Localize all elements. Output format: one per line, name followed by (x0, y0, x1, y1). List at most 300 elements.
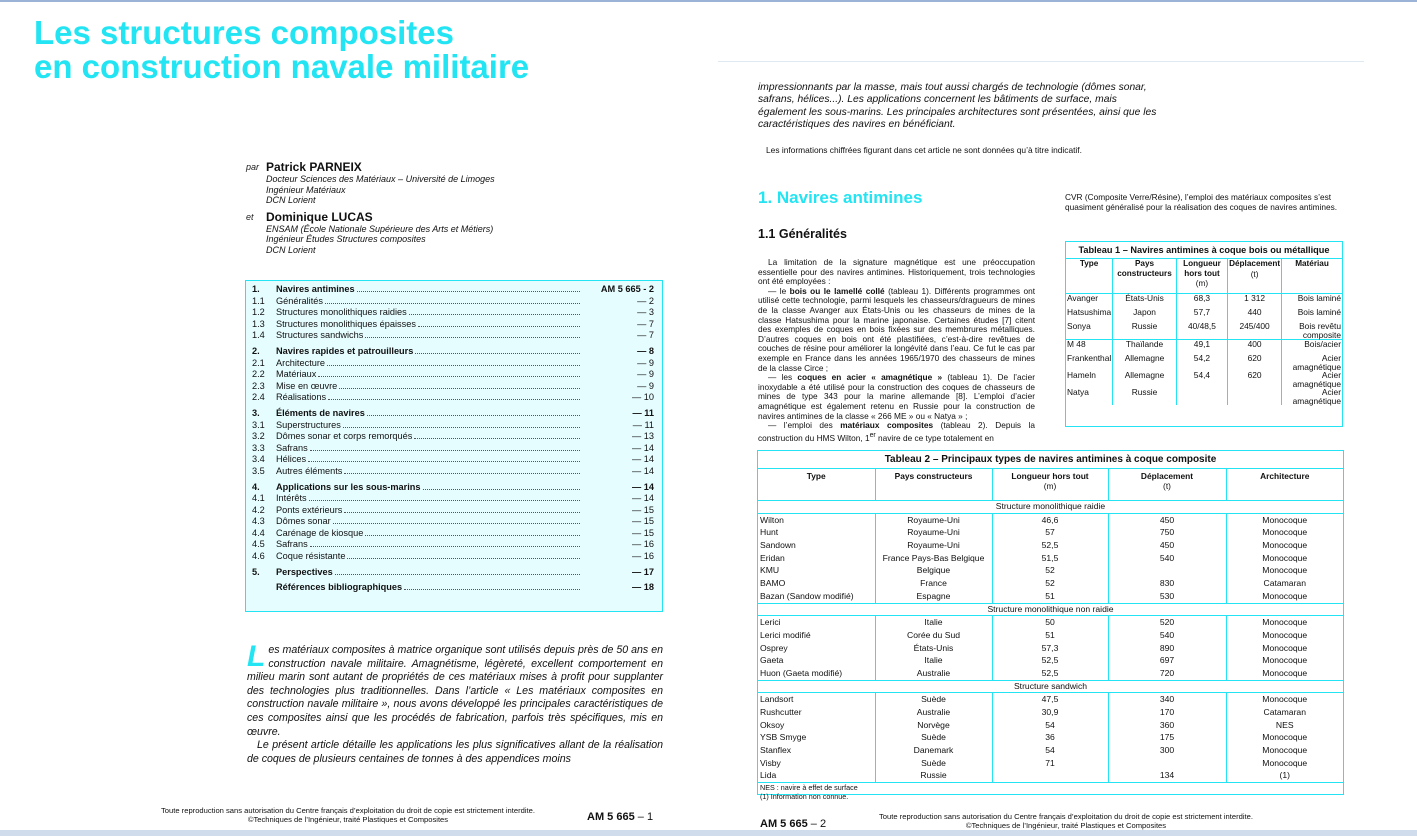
table-cell: Thaïlande (1113, 340, 1177, 355)
author-prefix: par (246, 162, 260, 172)
table-cell: 51,5 (992, 552, 1108, 565)
toc-page: — 14 (632, 481, 654, 492)
toc-number: 1.3 (252, 318, 265, 329)
toc-number: 4.2 (252, 504, 265, 515)
table-footnotes (758, 783, 1343, 804)
toc-title: Matériaux (276, 369, 317, 380)
table-cell: 540 (1108, 552, 1226, 565)
table-cell: Catamaran (1226, 706, 1343, 719)
table-2-header (1226, 469, 1343, 501)
table-cell: Australie (875, 706, 992, 719)
table-cell: 620 (1228, 371, 1282, 388)
toc-number: 1.1 (252, 295, 265, 306)
table-cell: 52,5 (992, 539, 1108, 552)
toc-entry (252, 408, 654, 420)
toc-leader-dots (344, 512, 580, 513)
table-2-header (875, 469, 992, 501)
table-group-row (758, 680, 1343, 693)
table-cell: Monocoque (1226, 526, 1343, 539)
table-2-header (1108, 469, 1226, 501)
table-cell: Lerici (760, 617, 781, 628)
toc-page: — 9 (637, 357, 654, 368)
table-cell: 57,3 (992, 642, 1108, 655)
toc-page: — 11 (632, 407, 654, 418)
toc-title: Dômes sonar et corps remorqués (276, 431, 413, 442)
header-label: Déplacement (1229, 259, 1281, 268)
table-cell: BAMO (760, 578, 786, 589)
table-cell: Monocoque (1226, 693, 1343, 706)
toc-page: — 15 (632, 504, 654, 515)
table-cell (1108, 564, 1226, 577)
table-cell: 51 (992, 629, 1108, 642)
table-row (1066, 388, 1342, 405)
toc-title: Structures monolithiques épaisses (276, 318, 416, 329)
p2-lead: — le (768, 285, 790, 296)
author-name: Patrick PARNEIX (266, 160, 362, 174)
table-cell: Espagne (875, 590, 992, 603)
p4-end: navire de ce type totalement en (875, 432, 994, 443)
table-row (758, 577, 1343, 590)
author-block (246, 210, 666, 256)
toc-leader-dots (328, 399, 580, 400)
header-label: Type (1079, 259, 1099, 268)
toc-title: Structures monolithiques raidies (276, 307, 407, 318)
toc-entry (252, 369, 654, 381)
table-cell: 175 (1108, 731, 1226, 744)
table-row (758, 667, 1343, 680)
table-cell: 830 (1108, 577, 1226, 590)
toc-leader-dots (365, 337, 580, 338)
toc-page: — 14 (632, 442, 654, 453)
toc-page: — 7 (637, 330, 654, 341)
table-row (758, 744, 1343, 757)
footer-line-1: Toute reproduction sans autorisation du Centre français d’exploitation du droit de copie est strictement interdite. (161, 806, 535, 815)
table-cell: Hunt (760, 527, 779, 538)
author-affiliation: Ingénieur Matériaux (266, 184, 346, 195)
table-cell: KMU (760, 565, 780, 576)
toc-leader-dots (365, 535, 580, 536)
toc-entry (252, 420, 654, 432)
table-row (1066, 371, 1342, 388)
toc-entry (252, 454, 654, 466)
title-line-1: Les structures composites (34, 14, 454, 51)
page-ref: AM 5 665 (587, 811, 635, 823)
table-row (758, 654, 1343, 667)
table-cell: Monocoque (1226, 590, 1343, 603)
table-cell: Monocoque (1226, 616, 1343, 629)
toc-title: Dômes sonar (276, 516, 331, 527)
table-row (758, 616, 1343, 629)
table-2 (757, 450, 1344, 801)
table-2-grid (758, 469, 1343, 803)
table-1-header (1228, 259, 1282, 294)
toc-entry (252, 493, 654, 505)
toc-entry (252, 582, 654, 594)
toc-title: Hélices (276, 454, 307, 465)
toc-number: 2.1 (252, 357, 265, 368)
table-cell: Oksoy (760, 719, 785, 730)
author-affiliation: Ingénieur Études Structures composites (266, 234, 426, 244)
table-1-caption: Tableau 1 – Navires antimines à coque bois ou métallique (1066, 242, 1342, 259)
footer-line-2: ©Techniques de l’Ingénieur, traité Plastiques et Composites (965, 821, 1167, 830)
table-cell: 530 (1108, 590, 1226, 603)
table-cell: Danemark (875, 744, 992, 757)
toc-number: 4.3 (252, 516, 265, 527)
table-cell: Hameln (1067, 370, 1096, 380)
toc-page: — 9 (637, 369, 654, 380)
section-heading-1-1: 1.1 Généralités (758, 227, 847, 241)
author-affiliation: DCN Lorient (266, 195, 316, 205)
toc-title: Perspectives (276, 566, 333, 577)
toc-title: Architecture (276, 357, 326, 368)
toc-title: Navires rapides et patrouilleurs (276, 345, 414, 356)
toc-number: 2.2 (252, 369, 265, 380)
table-cell: Wilton (760, 514, 784, 525)
toc-page: — 3 (637, 307, 654, 318)
toc-page: — 13 (632, 431, 654, 442)
table-cell: États-Unis (1113, 294, 1177, 309)
toc-leader-dots (367, 415, 580, 416)
table-cell: M 48 (1066, 340, 1113, 355)
toc-leader-dots (333, 523, 580, 524)
table-cell: Australie (875, 667, 992, 680)
toc-number: 2.4 (252, 392, 265, 403)
article-title (34, 16, 529, 84)
toc-entry (252, 443, 654, 455)
table-cell: 520 (1108, 616, 1226, 629)
table-2-header (992, 469, 1108, 501)
toc-title: Réalisations (276, 392, 327, 403)
toc-number: 3. (252, 407, 260, 418)
page-left (0, 2, 716, 830)
toc-entry (252, 466, 654, 478)
toc-entry (252, 284, 654, 296)
table-row (1066, 354, 1342, 371)
toc-number: 3.2 (252, 431, 265, 442)
toc-page: — 8 (637, 345, 654, 356)
p2-bold: bois ou le lamellé collé (789, 285, 885, 296)
table-cell (1176, 388, 1227, 405)
toc-title: Applications sur les sous-marins (276, 481, 421, 492)
toc-title: Généralités (276, 295, 323, 306)
group-title: Structure sandwich (758, 680, 1343, 693)
table-row (758, 564, 1343, 577)
table-cell: Acier amagnétique (1282, 354, 1342, 371)
table-cell: Russie (1113, 388, 1177, 405)
table-row (758, 513, 1343, 526)
group-title: Structure monolithique non raidie (758, 603, 1343, 616)
table-cell: 697 (1108, 654, 1226, 667)
table-cell: (1) (1226, 769, 1343, 782)
header-label: Déplacement (1140, 471, 1194, 481)
p3-lead: — les (768, 372, 798, 383)
page-no: – 1 (637, 811, 654, 823)
footer-line-1: Toute reproduction sans autorisation du Centre français d’exploitation du droit de copie est strictement interdite. (879, 812, 1253, 821)
header-unit: (t) (1250, 269, 1259, 279)
abstract-paragraph-1: es matériaux composites à matrice organique sont utilisés depuis près de 50 ans en construction navale militaire. Amagnétisme, légèreté, excellent comportement en milieu marin sont autant de propriétés de ces matériaux mises à profit pour supplanter des technologies plus traditionnelles. Dans l’article « Les matériaux composites en construction navale militaire », nous avons développé les principales caractéristiques de ces composites ainsi que les procédés de fabrication, parfois très spécifiques, mis en œuvre. (247, 644, 663, 738)
table-cell: 30,9 (992, 706, 1108, 719)
table-cell: 360 (1108, 719, 1226, 732)
footnote: NES : navire à effet de surface (760, 783, 858, 793)
toc-leader-dots (309, 500, 580, 501)
table-row (758, 693, 1343, 706)
table-cell: Catamaran (1226, 577, 1343, 590)
header-label: Longueur hors tout (1011, 471, 1089, 481)
table-row (1066, 322, 1342, 340)
body-text-generalites (758, 258, 1035, 443)
toc-title: Mise en œuvre (276, 380, 338, 391)
toc-page: AM 5 665 - 2 (600, 284, 654, 294)
cvr-paragraph: CVR (Composite Verre/Résine), l’emploi des matériaux composites s’est quasiment généralisé pour la réalisation des coques de navires antimines. (1065, 192, 1338, 212)
table-cell: 54,2 (1176, 354, 1227, 371)
toc-title: Références bibliographiques (276, 582, 403, 593)
table-cell: 52,5 (992, 667, 1108, 680)
toc-leader-dots (327, 365, 580, 366)
page-number-left (587, 811, 653, 823)
table-cell: Allemagne (1113, 354, 1177, 371)
table-row (758, 526, 1343, 539)
header-label: Matériau (1295, 259, 1329, 268)
toc-page: — 17 (632, 566, 654, 577)
table-cell: 50 (992, 616, 1108, 629)
table-cell: Huon (Gaeta modifié) (760, 667, 843, 678)
header-unit: (m) (1195, 279, 1209, 288)
table-cell: Norvège (875, 719, 992, 732)
toc-leader-dots (310, 546, 580, 547)
toc-leader-dots (404, 589, 580, 590)
toc-leader-dots (308, 461, 580, 462)
author-affiliation: DCN Lorient (266, 244, 316, 255)
toc-entry (252, 330, 654, 342)
toc-number: 4.4 (252, 527, 265, 538)
paragraph-3 (758, 373, 1035, 421)
page-no: – 2 (810, 818, 827, 830)
table-cell: 340 (1108, 693, 1226, 706)
authors-block (246, 160, 666, 259)
toc-page: — 14 (632, 493, 654, 504)
table-cell: France (875, 577, 992, 590)
p4-bold: matériaux composites (840, 420, 934, 431)
toc-entry (252, 431, 654, 443)
table-cell: Lida (760, 770, 777, 781)
author-affiliation: Docteur Sciences des Matériaux – Université de Limoges (266, 174, 495, 184)
toc-title: Structures sandwichs (276, 330, 364, 341)
page-right (716, 2, 1417, 830)
table-cell: 620 (1228, 354, 1282, 371)
table-cell: Stanflex (760, 745, 792, 756)
table-cell (992, 769, 1108, 782)
table-row (758, 706, 1343, 719)
table-cell: Italie (875, 616, 992, 629)
toc-number: 3.3 (252, 442, 265, 453)
table-cell: Monocoque (1226, 564, 1343, 577)
toc-leader-dots (310, 450, 580, 451)
table-cell: Rushcutter (760, 706, 802, 717)
table-cell: 245/400 (1228, 322, 1282, 340)
table-cell: 49,1 (1176, 340, 1227, 355)
table-row (758, 642, 1343, 655)
toc-page: — 9 (637, 380, 654, 391)
table-cell: 720 (1108, 667, 1226, 680)
table-cell: Suède (875, 693, 992, 706)
p4-sup: er (869, 431, 876, 439)
table-cell: 54 (992, 719, 1108, 732)
table-cell: 400 (1228, 340, 1282, 355)
toc-entry (252, 296, 654, 308)
table-cell: NES (1226, 719, 1343, 732)
table-cell: 890 (1108, 642, 1226, 655)
table-cell: Royaume-Uni (875, 526, 992, 539)
author-affiliation: ENSAM (École Nationale Supérieure des Arts et Métiers) (266, 223, 494, 234)
toc-page: — 14 (632, 454, 654, 465)
table-cell: 134 (1108, 769, 1226, 782)
table-cell: 71 (992, 757, 1108, 770)
toc-entry (252, 319, 654, 331)
title-line-2: en construction navale militaire (34, 48, 530, 85)
table-cell: 68,3 (1176, 294, 1227, 309)
table-cell: Allemagne (1113, 371, 1177, 388)
table-cell: Sandown (760, 540, 796, 550)
toc-entry (252, 358, 654, 370)
p4-rest: (tableau 2). Depuis la construction du HMS Wilton, 1 (758, 420, 1036, 443)
intro-continued: impressionnants par la masse, mais tout aussi chargés de technologie (dômes sonar, safrans, hélices...). Les applications concernent les bâtiments de surface, mais également les sous-marins. Les principales architectures sont présentées, ainsi que les caractéristiques des navires en bénéficiant. (758, 82, 1157, 131)
toc-leader-dots (414, 438, 580, 439)
toc-leader-dots (347, 558, 580, 559)
table-1-header (1176, 259, 1227, 294)
table-cell: Eridan (760, 552, 785, 563)
toc-number: 1.4 (252, 330, 265, 341)
table-cell (1108, 757, 1226, 770)
toc-entry (252, 482, 654, 494)
toc-leader-dots (357, 291, 580, 292)
table-cell: 52,5 (992, 654, 1108, 667)
toc-page: — 15 (632, 527, 654, 538)
toc-entry (252, 346, 654, 358)
table-cell: 1 312 (1228, 294, 1282, 309)
table-cell: 450 (1108, 513, 1226, 526)
header-unit: (m) (1043, 481, 1057, 491)
toc-number: 3.1 (252, 419, 265, 430)
abstract-paragraph-2: Le présent article détaille les applications les plus significatives allant de la réalisation de coques de plusieurs centaines de tonnes à des appendices moins (247, 739, 663, 765)
toc-number: 2. (252, 345, 260, 356)
table-2-header (758, 469, 875, 501)
table-cell: YSB Smyge (760, 732, 807, 743)
toc-page: — 15 (632, 516, 654, 527)
toc-number: 2.3 (252, 380, 265, 391)
table-cell: Frankenthal (1067, 353, 1112, 363)
table-cell: Natya (1067, 387, 1089, 397)
toc-leader-dots (325, 303, 580, 304)
toc-leader-dots (343, 427, 580, 428)
toc-title: Superstructures (276, 419, 341, 430)
toc-number: 3.4 (252, 454, 265, 465)
footnote: (1) Information non connue. (760, 791, 849, 801)
table-cell: Bois/acier (1282, 340, 1342, 355)
table-cell: 36 (992, 731, 1108, 744)
table-row (758, 757, 1343, 770)
toc-entry (252, 505, 654, 517)
header-rule (718, 61, 1364, 62)
table-cell: Visby (760, 757, 781, 768)
table-cell: Acier amagnétique (1282, 371, 1342, 388)
table-row (758, 590, 1343, 603)
table-cell: 54,4 (1176, 371, 1227, 388)
toc-number: 4. (252, 481, 260, 492)
table-footnote-row (758, 783, 1343, 804)
toc-title: Carénage de kiosque (276, 527, 364, 538)
window-bottom-border (0, 830, 1417, 836)
table-cell: Sonya (1067, 321, 1091, 331)
header-label: Type (806, 471, 826, 481)
table-cell: 52 (992, 577, 1108, 590)
toc-entry (252, 516, 654, 528)
table-cell: Monocoque (1226, 744, 1343, 757)
table-row (758, 731, 1343, 744)
table-row (1066, 308, 1342, 322)
table-cell: Italie (875, 654, 992, 667)
abstract (247, 640, 663, 766)
table-1-header (1113, 259, 1177, 294)
toc-page: — 16 (632, 551, 654, 562)
toc-entry (252, 381, 654, 393)
p4-lead: — l’emploi des (768, 420, 841, 431)
table-cell: 46,6 (992, 513, 1108, 526)
paragraph-4 (758, 421, 1035, 443)
header-label: Pays constructeurs (894, 471, 973, 481)
table-row (1066, 294, 1342, 309)
table-group-row (758, 603, 1343, 616)
toc-leader-dots (423, 489, 581, 490)
table-row (758, 719, 1343, 732)
table-row (758, 629, 1343, 642)
indicative-note: Les informations chiffrées figurant dans cet article ne sont données qu’à titre indicatif. (766, 145, 1082, 155)
toc-leader-dots (415, 353, 580, 354)
toc-leader-dots (418, 326, 580, 327)
toc-title: Intérêts (276, 493, 307, 504)
table-1 (1065, 241, 1343, 427)
page-ref: AM 5 665 (760, 818, 808, 830)
table-2-caption: Tableau 2 – Principaux types de navires antimines à coque composite (758, 451, 1343, 469)
toc-number: 4.6 (252, 551, 265, 562)
toc-entry (252, 528, 654, 540)
toc-title: Coque résistante (276, 551, 346, 562)
toc-number: 4.1 (252, 493, 265, 504)
toc-leader-dots (344, 473, 580, 474)
toc-page: — 16 (632, 539, 654, 550)
table-cell: 540 (1108, 629, 1226, 642)
paragraph-2 (758, 287, 1035, 373)
header-label: Pays constructeurs (1117, 259, 1172, 278)
toc-page: — 7 (637, 318, 654, 329)
author-prefix: et (246, 211, 254, 222)
table-cell: Bois laminé (1282, 308, 1342, 322)
toc-number: 5. (252, 566, 260, 577)
dropcap-letter: L (247, 640, 266, 673)
toc-entry (252, 307, 654, 319)
table-cell: 300 (1108, 744, 1226, 757)
table-cell: États-Unis (875, 642, 992, 655)
table-group-row (758, 501, 1343, 514)
table-cell: Gaeta (760, 655, 784, 666)
toc-entry (252, 567, 654, 579)
footer-copyright-left (128, 806, 568, 824)
toc-page: — 11 (632, 419, 654, 430)
table-cell: 40/48,5 (1176, 322, 1227, 340)
paragraph-1: La limitation de la signature magnétique est une préoccupation essentielle pour des navires antimines. Historiquement, trois technologies ont été employées : (758, 257, 1035, 287)
toc-title: Autres éléments (276, 465, 343, 476)
table-cell: 440 (1228, 308, 1282, 322)
toc-page: — 18 (632, 582, 654, 593)
